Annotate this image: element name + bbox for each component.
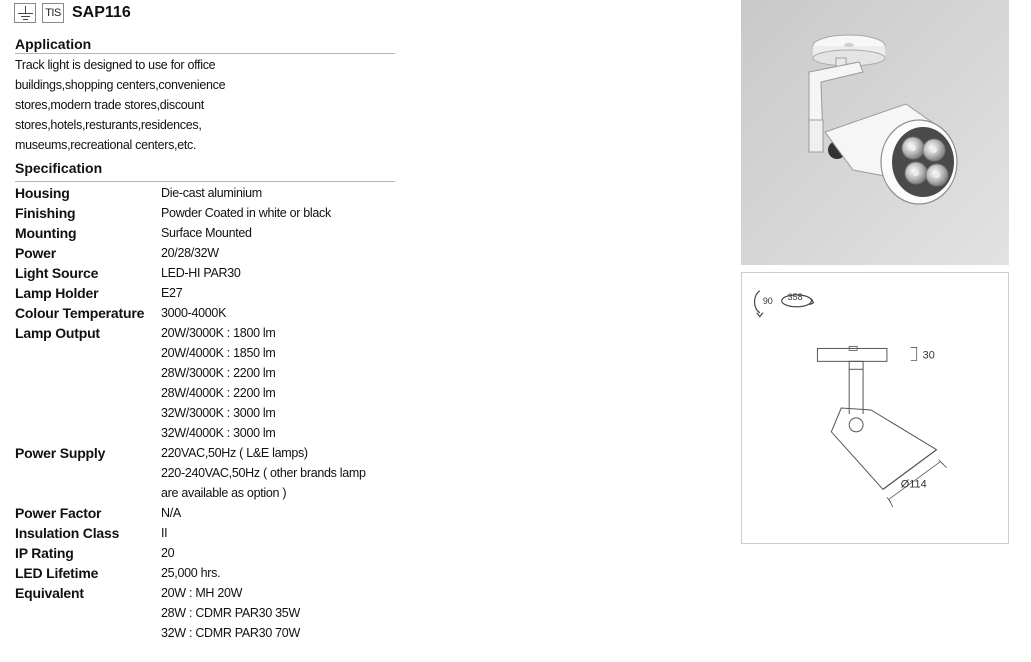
spec-row (15, 443, 366, 503)
spec-row (15, 563, 366, 583)
tis-mark-icon: TIS (42, 3, 64, 23)
spec-values (161, 303, 226, 323)
spec-values (161, 203, 331, 223)
spec-values (161, 283, 182, 303)
product-photo (741, 0, 1009, 265)
spec-value: 25,000 hrs. (161, 566, 221, 580)
spec-values (161, 323, 276, 443)
spec-value: 20 (161, 546, 175, 560)
spec-label: Lamp Holder (15, 285, 99, 301)
spec-label: Housing (15, 185, 70, 201)
spec-label: Power Factor (15, 505, 102, 521)
application-line: buildings,shopping centers,convenience (15, 78, 226, 92)
spec-label: Light Source (15, 265, 99, 281)
spec-row (15, 503, 366, 523)
spec-values (161, 563, 220, 583)
specification-table (15, 183, 366, 643)
rotation-angle-label: 358 (787, 291, 803, 302)
spec-values (161, 523, 167, 543)
spec-value: 3000-4000K (161, 306, 227, 320)
spec-row (15, 183, 366, 203)
spec-value: Die-cast aluminium (161, 186, 262, 200)
spec-row (15, 323, 366, 443)
spec-label: Equivalent (15, 585, 84, 601)
spec-label: LED Lifetime (15, 565, 99, 581)
height-dimension-label: 30 (922, 349, 935, 362)
spec-label: Colour Temperature (15, 305, 145, 321)
spec-value: 32W/3000K : 3000 lm (161, 406, 276, 420)
application-title: Application (15, 36, 92, 52)
spec-values (161, 263, 241, 283)
application-divider (15, 53, 395, 54)
spec-label: Finishing (15, 205, 76, 221)
spec-value: Surface Mounted (161, 226, 252, 240)
spec-value: LED-HI PAR30 (161, 266, 241, 280)
spec-row (15, 263, 366, 283)
spec-values (161, 543, 174, 563)
spec-label: IP Rating (15, 545, 74, 561)
spec-values (161, 443, 366, 503)
ground-symbol-icon (14, 3, 36, 23)
spec-value: 20/28/32W (161, 246, 219, 260)
spec-value: 220VAC,50Hz ( L&E lamps) (161, 446, 308, 460)
spec-row (15, 523, 366, 543)
spec-row (15, 303, 366, 323)
model-number: SAP116 (72, 4, 131, 21)
spec-label: Mounting (15, 225, 77, 241)
spec-value: N/A (161, 506, 181, 520)
application-line: Track light is designed to use for office (15, 58, 216, 72)
spec-value: II (161, 526, 168, 540)
spec-row (15, 283, 366, 303)
spec-label: Lamp Output (15, 325, 100, 341)
spec-value: Powder Coated in white or black (161, 206, 331, 220)
spec-values (161, 223, 252, 243)
spec-value: 28W/3000K : 2200 lm (161, 366, 276, 380)
spec-value: E27 (161, 286, 183, 300)
spec-row (15, 583, 366, 643)
spec-values (161, 583, 300, 643)
spec-value: 32W : CDMR PAR30 70W (161, 626, 300, 640)
specification-divider (15, 181, 395, 182)
spec-value: 28W : CDMR PAR30 35W (161, 606, 300, 620)
application-line: museums,recreational centers,etc. (15, 138, 197, 152)
spec-row (15, 243, 366, 263)
application-description (15, 55, 260, 155)
spec-value: 28W/4000K : 2200 lm (161, 386, 276, 400)
tilt-angle-icon (755, 291, 763, 317)
spec-value: 20W/3000K : 1800 lm (161, 326, 276, 340)
spec-label: Power Supply (15, 445, 106, 461)
spec-row (15, 203, 366, 223)
spec-values (161, 183, 262, 203)
application-line: stores,modern trade stores,discount (15, 98, 204, 112)
spec-row (15, 223, 366, 243)
spec-row (15, 543, 366, 563)
spec-value: 20W/4000K : 1850 lm (161, 346, 276, 360)
spec-label: Insulation Class (15, 525, 120, 541)
application-line: stores,hotels,resturants,residences, (15, 118, 202, 132)
spec-value: 32W/4000K : 3000 lm (161, 426, 276, 440)
dimension-drawing (741, 272, 1009, 544)
header-bar (14, 2, 131, 24)
spec-label: Power (15, 245, 57, 261)
specification-title: Specification (15, 160, 103, 176)
spec-value: 220-240VAC,50Hz ( other brands lamp (161, 466, 366, 480)
diameter-dimension-label: Ø114 (900, 478, 927, 491)
spec-values (161, 503, 181, 523)
spec-value: 20W : MH 20W (161, 586, 243, 600)
tilt-angle-label: 90 (762, 295, 773, 306)
spec-values (161, 243, 219, 263)
spec-value: are available as option ) (161, 486, 287, 500)
